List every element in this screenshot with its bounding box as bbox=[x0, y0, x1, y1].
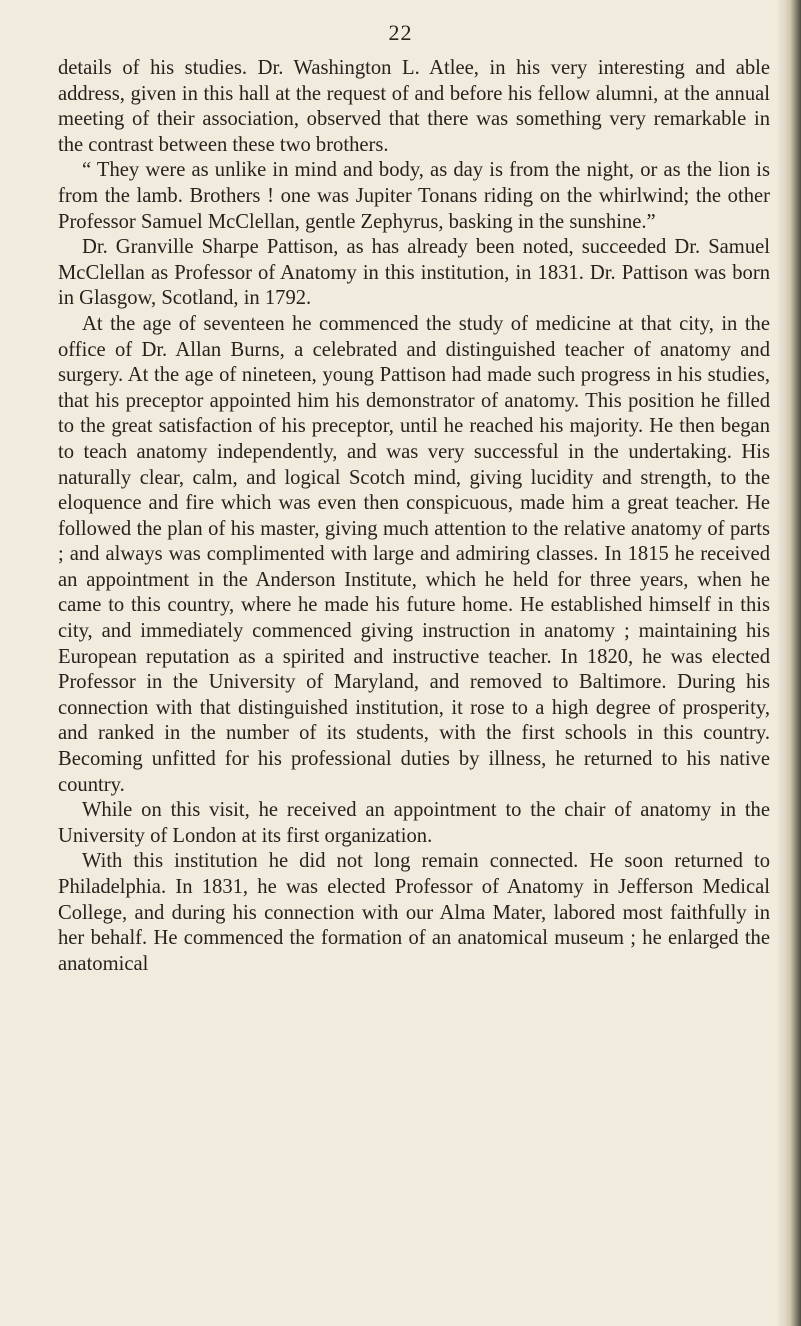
body-text bbox=[58, 56, 770, 977]
page-edge bbox=[783, 0, 801, 1326]
paragraph-4: At the age of seventeen he commenced the study of medicine at that city, in the office of Dr. Allan Burns, a celebrated and distinguished teacher of anatomy and surgery. At the age of nineteen, young Pattison had made such progress in his studies, that his preceptor appointed him his demonstrator of anatomy. This position he filled to the great satisfaction of his preceptor, until he reached his majority. He then began to teach anatomy independently, and was very successful in the undertaking. His naturally clear, calm, and logical Scotch mind, giving lucidity and strength, to the eloquence and fire which was even then conspicuous, made him a great teacher. He followed the plan of his master, giving much attention to the relative anatomy of parts ; and always was complimented with large and admiring classes. In 1815 he received an appointment in the Anderson Institute, which he held for three years, when he came to this country, where he made his future home. He established himself in this city, and immediately commenced giving instruction in anatomy ; maintaining his European reputation as a spirited and instructive teacher. In 1820, he was elected Professor in the University of Maryland, and removed to Baltimore. During his connection with that distinguished institution, it rose to a high degree of prosperity, and ranked in the number of its students, with the first schools in this country. Becoming unfitted for his professional duties by illness, he returned to his native country. bbox=[58, 312, 770, 796]
paragraph-2: “ They were as unlike in mind and body, as day is from the night, or as the lion is from the lamb. Brothers ! one was Jupiter Tonans riding on the whirlwind; the other Professor Samuel McClellan, gentle Zephyrus, basking in the sunshine.” bbox=[58, 159, 770, 233]
paragraph-5: While on this visit, he received an appointment to the chair of anatomy in the University of London at its first organization. bbox=[58, 799, 770, 847]
paragraph-3: Dr. Granville Sharpe Pattison, as has already been noted, succeeded Dr. Samuel McClellan as Professor of Anatomy in this institution, in 1831. Dr. Pattison was born in Glasgow, Scotland, in 1792. bbox=[58, 236, 770, 310]
page-number: 22 bbox=[388, 20, 413, 45]
paragraph-1: details of his studies. Dr. Washington L. Atlee, in his very interesting and able address, given in this hall at the request of and before his fellow alumni, at the annual meeting of their association, observed that there was something very remarkable in the contrast between these two brothers. bbox=[58, 57, 770, 156]
paragraph-6: With this institution he did not long remain connected. He soon returned to Philadelphia. In 1831, he was elected Professor of Anatomy in Jefferson Medical College, and during his connection with our Alma Mater, labored most faithfully in her behalf. He commenced the formation of an anatomical museum ; he enlarged the anatomical bbox=[58, 850, 770, 975]
